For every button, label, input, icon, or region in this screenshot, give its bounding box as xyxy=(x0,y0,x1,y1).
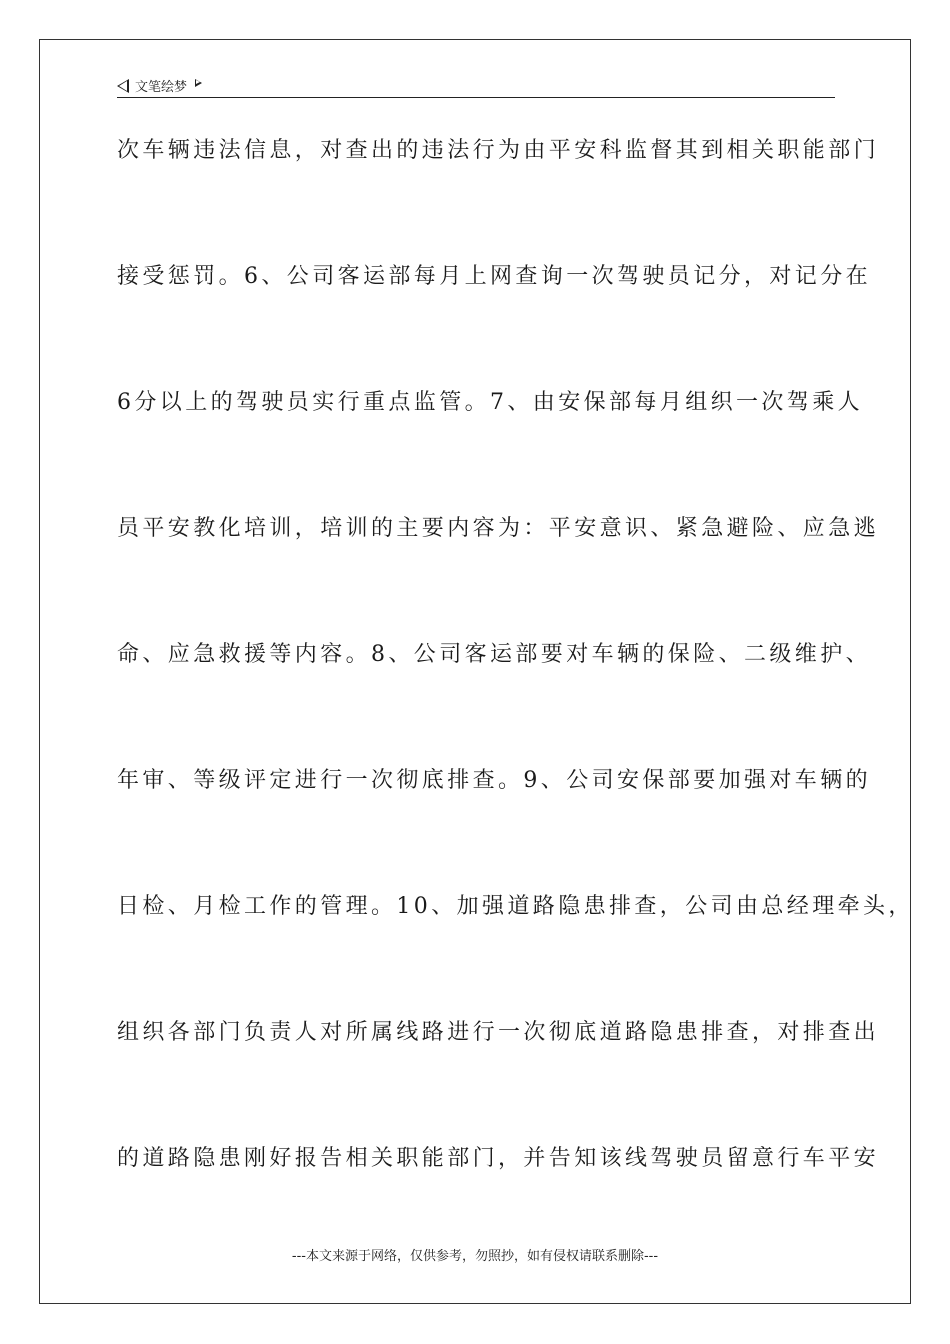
page-header xyxy=(117,72,835,98)
footer-disclaimer: ---本文来源于网络，仅供参考，勿照抄，如有侵权请联系删除--- xyxy=(291,1249,659,1264)
text-line: 日检、月检工作的管理。10、加强道路隐患排查，公司由总经理牵头， xyxy=(117,894,914,919)
text-line: 员平安教化培训，培训的主要内容为：平安意识、紧急避险、应急逃 xyxy=(117,516,880,541)
text-line: 年审、等级评定进行一次彻底排查。9、公司安保部要加强对车辆的 xyxy=(117,768,871,793)
text-line: 组织各部门负责人对所属线路进行一次彻底道路隐患排查，对排查出 xyxy=(117,1020,880,1045)
triangle-left-icon xyxy=(117,79,129,93)
text-line: 接受惩罚。6、公司客运部每月上网查询一次驾驶员记分，对记分在 xyxy=(117,264,871,289)
triangle-right-icon xyxy=(195,79,202,87)
text-line: 次车辆违法信息，对查出的违法行为由平安科监督其到相关职能部门 xyxy=(117,138,880,163)
text-line: 的道路隐患刚好报告相关职能部门，并告知该线驾驶员留意行车平安 xyxy=(117,1146,880,1171)
text-line: 命、应急救援等内容。8、公司客运部要对车辆的保险、二级维护、 xyxy=(117,642,871,667)
header-brand xyxy=(117,76,202,95)
document-body xyxy=(117,131,914,1265)
brand-text: 文笔绘梦 xyxy=(135,80,188,95)
text-line: 6分以上的驾驶员实行重点监管。7、由安保部每月组织一次驾乘人 xyxy=(117,390,863,415)
